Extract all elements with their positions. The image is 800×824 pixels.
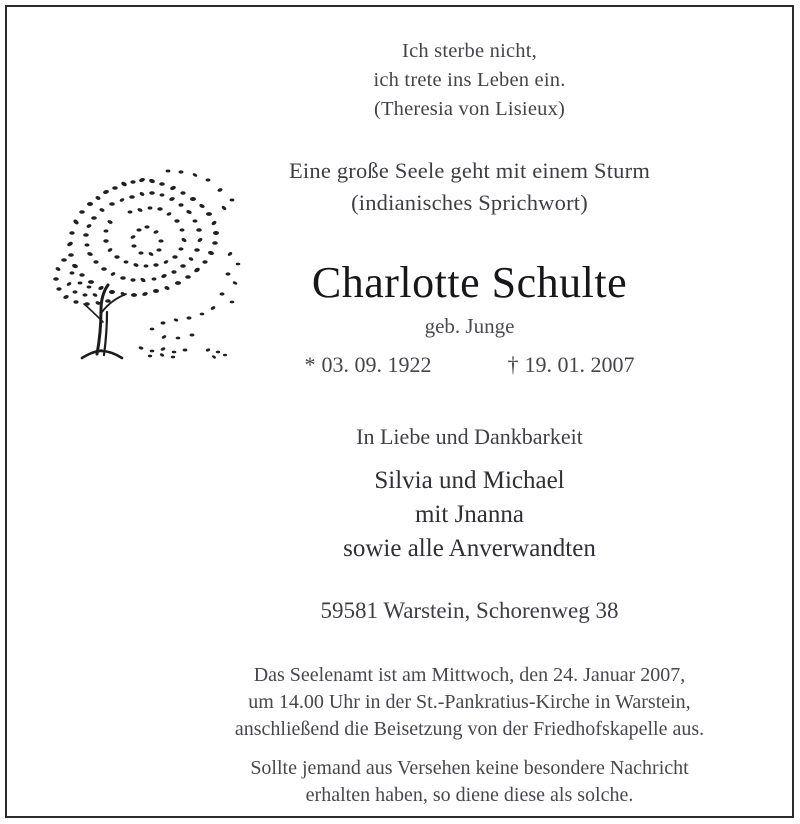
closing-line-2: erhalten haben, so diene diese als solche.	[305, 784, 634, 806]
birth-date-cell	[305, 352, 432, 378]
proverb-quote	[147, 155, 792, 219]
obituary-card	[5, 5, 794, 818]
birth-date-value: 03. 09. 1922	[321, 352, 432, 377]
closing-line-1: Sollte jemand aus Versehen keine besondere Nachricht	[250, 757, 689, 779]
proverb-attribution: (indianisches Sprichwort)	[351, 190, 588, 215]
closing-notice	[147, 755, 792, 809]
opening-quote-attribution: (Theresia von Lisieux)	[373, 98, 566, 120]
service-line-3: anschließend die Beisetzung von der Friedhofskapelle aus.	[234, 718, 705, 740]
service-line-1: Das Seelenamt ist am Mittwoch, den 24. Januar 2007,	[253, 664, 686, 686]
proverb-line: Eine große Seele geht mit einem Sturm	[288, 158, 651, 183]
birth-symbol-icon: *	[304, 352, 316, 377]
maiden-name: geb. Junge	[424, 314, 515, 338]
deceased-name: Charlotte Schulte	[311, 258, 628, 307]
death-date-value: 19. 01. 2007	[524, 352, 635, 377]
death-date-cell	[508, 352, 635, 378]
life-dates	[147, 352, 792, 378]
opening-quote-line-2: ich trete ins Leben ein.	[373, 69, 566, 91]
mourner-line-1: Silvia und Michael	[374, 467, 565, 494]
opening-quote	[147, 37, 792, 124]
address-line: 59581 Warstein, Schorenweg 38	[320, 598, 619, 623]
gratitude-line: In Liebe und Dankbarkeit	[356, 424, 583, 449]
service-notice	[147, 662, 792, 743]
service-line-2: um 14.00 Uhr in der St.-Pankratius-Kirche in Warstein,	[248, 691, 691, 713]
family-block	[147, 422, 792, 566]
cross-symbol-icon: †	[507, 352, 519, 377]
opening-quote-line-1: Ich sterbe nicht,	[402, 40, 537, 62]
mourner-line-2: mit Jnanna	[414, 501, 524, 528]
mourner-line-3: sowie alle Anverwandten	[343, 535, 596, 562]
deceased-name-block	[147, 257, 792, 341]
